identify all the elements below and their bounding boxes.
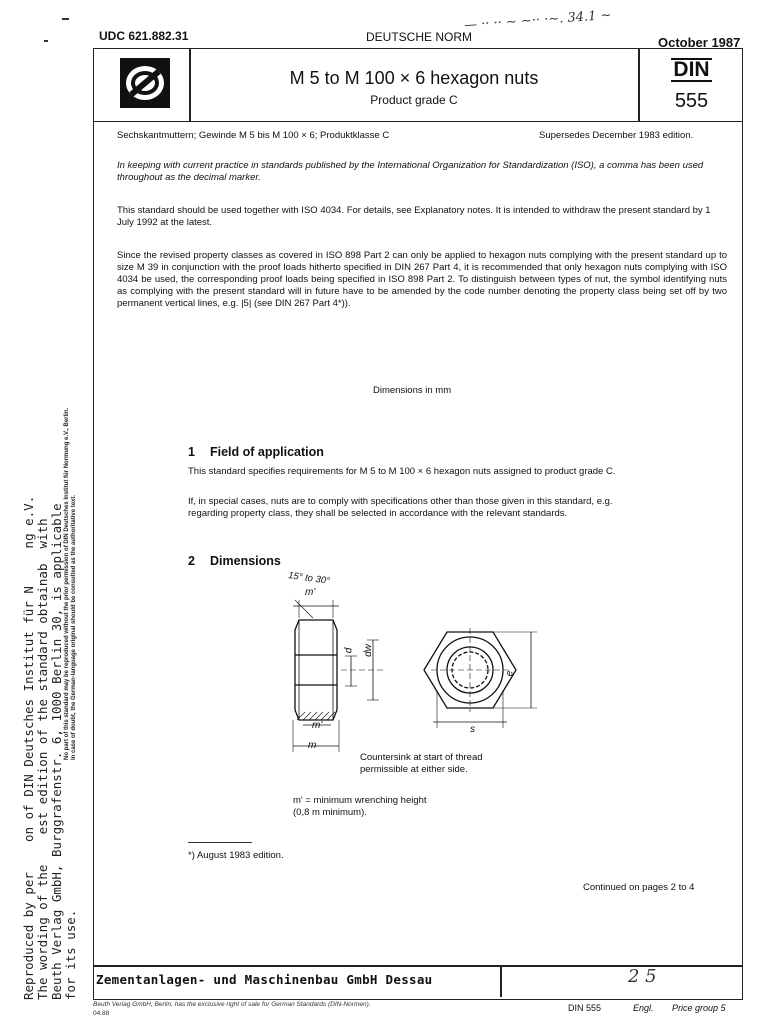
issue-date: October 1987 bbox=[658, 35, 741, 50]
footer-code: 04.88 bbox=[93, 1010, 110, 1017]
m-prime-top-label: m' bbox=[305, 587, 316, 598]
norm-label: DEUTSCHE NORM bbox=[366, 30, 473, 44]
dimensions-note: Dimensions in mm bbox=[373, 385, 452, 396]
continued-note: Continued on pages 2 to 4 bbox=[583, 882, 695, 893]
chamfer-angle-label: 15° to 30° bbox=[287, 570, 331, 587]
footer-language: Engl. bbox=[633, 1003, 654, 1013]
section-1-title: Field of application bbox=[210, 445, 324, 459]
d-label: d bbox=[343, 647, 355, 654]
definition-line-1: m' = minimum wrenching height bbox=[293, 795, 427, 806]
m-label: m bbox=[308, 740, 317, 751]
scan-mark bbox=[62, 18, 69, 20]
divider bbox=[500, 967, 502, 997]
scan-mark bbox=[44, 40, 48, 42]
supersedes-note: Supersedes December 1983 edition. bbox=[539, 130, 694, 141]
iso-note: In keeping with current practice in standards published by the International Organization for Standardization (ISO), a comma has been used throughout as the decimal marker. bbox=[117, 160, 704, 183]
german-title: Sechskantmuttern; Gewinde M 5 bis M 100 × 6; Produktklasse C bbox=[117, 130, 390, 141]
handwritten-note: — ·· ·· ~ ~·· ·~. 34.1 ~ bbox=[463, 7, 612, 34]
footnote: *) August 1983 edition. bbox=[188, 850, 284, 861]
copyright-notice: No part of this standard may be reproduced without the prior permission of DIN Deutsches Institut für Normung e.V., Berlin. In case of doubt, the German-language original should be consulted as the authoritative text. bbox=[64, 407, 77, 760]
document-title: M 5 to M 100 × 6 hexagon nuts bbox=[289, 68, 539, 88]
drawing-caption: Countersink at start of thread permissible at either side. bbox=[360, 752, 483, 775]
din-number: 555 bbox=[674, 90, 709, 112]
hexagon-nut-drawing bbox=[285, 570, 545, 760]
section-1-text: This standard specifies requirements for M 5 to M 100 × 6 hexagon nuts assigned to product grade C. bbox=[188, 466, 616, 477]
e-label: e bbox=[504, 670, 516, 677]
reproduction-notice: Reproduced by per on of DIN Deutsches Institut für N ng e.V. The wording of the est edition of the standard obtainab with Beuth Verlag GmbH, Burggrafenstr. 6, 1000 Berlin 30, is applicable for its use. bbox=[21, 495, 78, 1000]
m-prime-label: m' bbox=[312, 720, 323, 731]
section-1-number: 1 bbox=[188, 445, 195, 459]
din-logo-icon bbox=[119, 57, 171, 109]
handwritten-page-note: 2 5 bbox=[628, 966, 657, 987]
company-stamp: Zementanlagen- und Maschinenbau GmbH Dessau bbox=[96, 972, 433, 987]
property-class-paragraph: Since the revised property classes as covered in ISO 898 Part 2 can only be applied to hexagon nuts complying with the present standard up to size M 39 in conjunction with the proof loads hitherto specified in DIN 267 Part 4, it is recommended that only hexagon nuts complying with ISO 4034 be used, the corresponding proof loads being specified in ISO 898 Part 2. To distinguish between types of nut, the symbol identifying nuts as complying with the present standard will in future have to be amended by the code number denoting the property class being set off by two permanent vertical lines, e.g. |5| (see DIN 267 Part 4*)). bbox=[117, 250, 727, 309]
intro-paragraph: This standard should be used together with ISO 4034. For details, see Explanatory notes. It is intended to withdraw the present standard by 1 July 1992 at the latest. bbox=[117, 205, 711, 228]
footer-din-ref: DIN 555 bbox=[568, 1003, 602, 1013]
footnote-rule bbox=[188, 842, 252, 843]
udc-number: UDC 621.882.31 bbox=[99, 29, 189, 43]
publisher-note: Beuth Verlag GmbH, Berlin, has the exclusive right of sale for German Standards (DIN-Normen). bbox=[93, 1001, 371, 1008]
dw-label: dw bbox=[362, 644, 374, 657]
section-2-title: Dimensions bbox=[210, 554, 281, 568]
s-label: s bbox=[470, 724, 475, 735]
section-2-number: 2 bbox=[188, 554, 195, 568]
section-1-text-2: If, in special cases, nuts are to comply with specifications other than those given in this standard, e.g. regarding property class, they shall be selected in accordance with the relevant standards. bbox=[188, 496, 613, 519]
definition-line-2: (0,8 m minimum). bbox=[293, 807, 367, 818]
footer-price-group: Price group 5 bbox=[672, 1003, 726, 1013]
document-subtitle: Product grade C bbox=[370, 93, 458, 107]
din-label: DIN bbox=[673, 58, 710, 81]
